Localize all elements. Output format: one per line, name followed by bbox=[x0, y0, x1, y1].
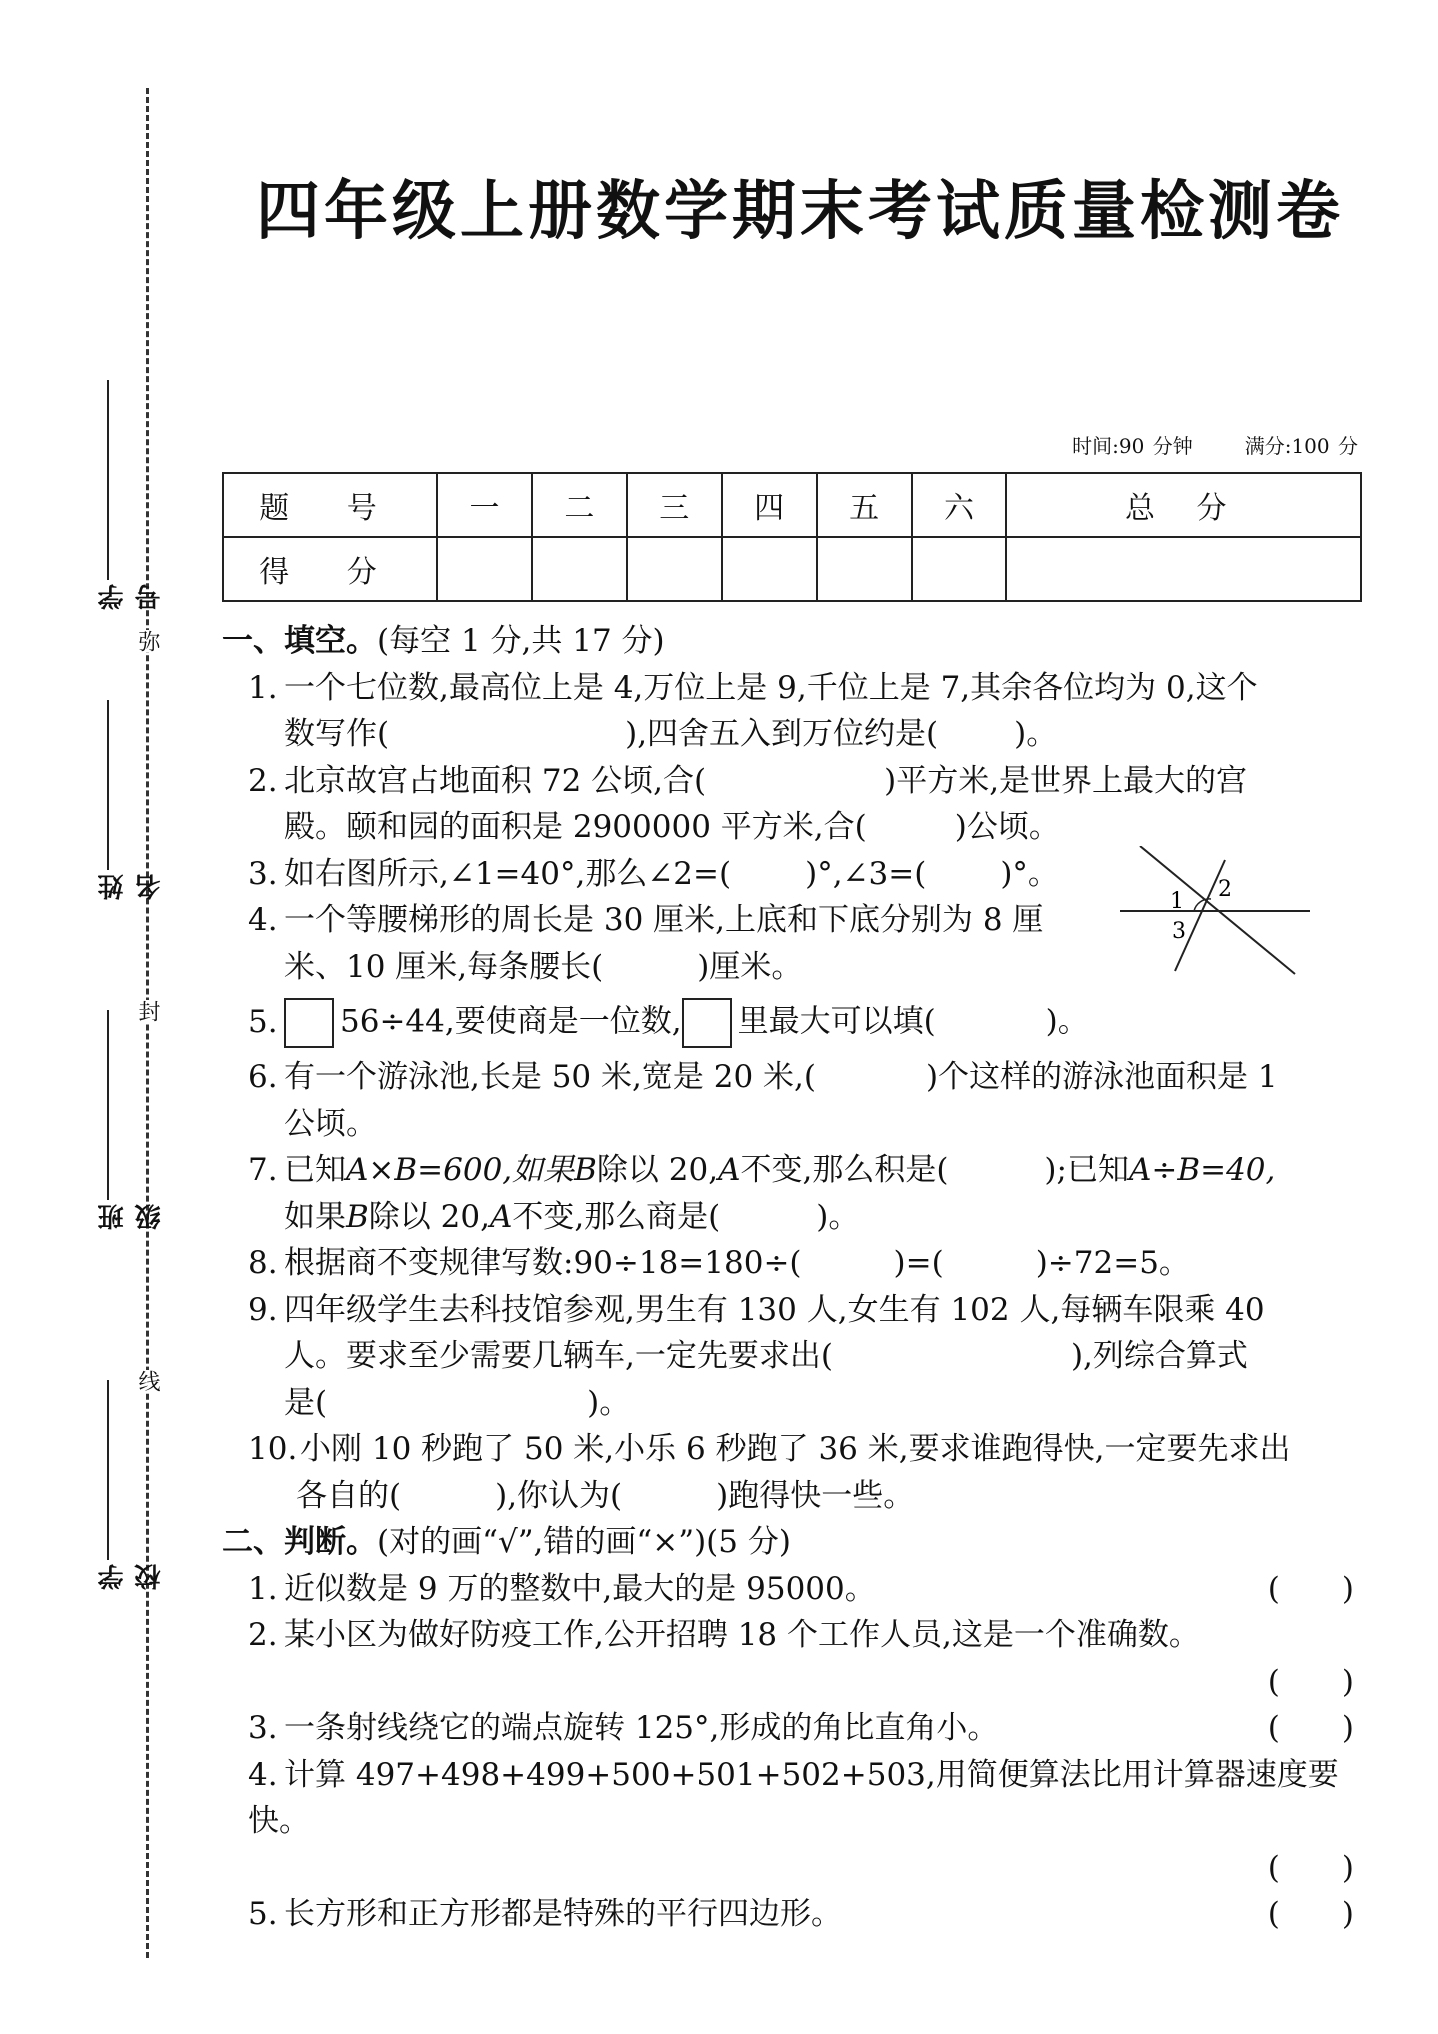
binding-word-xian: 线 bbox=[132, 1370, 162, 1392]
score-row-label: 得 分 bbox=[223, 537, 437, 601]
score-header-cell: 三 bbox=[627, 473, 722, 537]
angle-label-1: 1 bbox=[1170, 889, 1184, 914]
time-limit: 时间:90 分钟 bbox=[1072, 434, 1193, 458]
judge-answer-paren[interactable]: ( ) bbox=[1267, 1663, 1354, 1700]
question-10: 10.小刚 10 秒跑了 50 米,小乐 6 秒跑了 36 米,要求谁跑得快,一定要先求出 bbox=[248, 1431, 1291, 1467]
class-label: 班级 bbox=[98, 1200, 165, 1230]
judge-question-2: 2. 某小区为做好防疫工作,公开招聘 18 个工作人员,这是一个准确数。 bbox=[248, 1617, 1200, 1653]
section-note: (每空 1 分,共 17 分) bbox=[377, 623, 665, 659]
score-header-cell: 五 bbox=[817, 473, 912, 537]
question-7-cont: 如果B除以 20,A不变,那么商是( )。 bbox=[284, 1198, 860, 1235]
digit-box[interactable] bbox=[284, 998, 334, 1048]
judge-question-3: 3. 一条射线绕它的端点旋转 125°,形成的角比直角小。 ( ) bbox=[222, 1705, 1362, 1752]
full-score: 满分:100 分 bbox=[1244, 434, 1358, 458]
question-6-cont: 公顷。 bbox=[284, 1105, 377, 1142]
question-3: 3. 如右图所示,∠1=40°,那么∠2=( )°,∠3=( )°。 bbox=[248, 855, 1059, 892]
question-1: 1. 一个七位数,最高位上是 4,万位上是 9,千位上是 7,其余各位均为 0,这个 bbox=[248, 669, 1258, 706]
student-number-label: 学号 bbox=[98, 580, 165, 610]
question-10-cont: 各自的( ),你认为( )跑得快一些。 bbox=[296, 1477, 915, 1514]
school-label: 学校 bbox=[98, 1560, 165, 1590]
page-title: 四年级上册数学期末考试质量检测卷 bbox=[256, 175, 1344, 249]
section-fill-blank-heading: 一、填空。(每空 1 分,共 17 分) bbox=[222, 623, 665, 659]
section-judge-heading: 二、判断。(对的画“√”,错的画“×”)(5 分) bbox=[222, 1524, 791, 1560]
score-header-cell: 四 bbox=[722, 473, 817, 537]
binding-word-mi: 弥 bbox=[132, 630, 162, 652]
score-cell[interactable] bbox=[1006, 537, 1361, 601]
score-cell[interactable] bbox=[532, 537, 627, 601]
question-4: 4. 一个等腰梯形的周长是 30 厘米,上底和下底分别为 8 厘 bbox=[248, 902, 1044, 938]
angle-label-2: 2 bbox=[1218, 877, 1232, 902]
section-note: (对的画“√”,错的画“×”)(5 分) bbox=[377, 1524, 791, 1560]
judge-question-1: 1. 近似数是 9 万的整数中,最大的是 95000。 ( ) bbox=[222, 1566, 1362, 1613]
score-value-row bbox=[223, 537, 1361, 601]
question-4-cont: 米、10 厘米,每条腰长( )厘米。 bbox=[284, 948, 803, 985]
question-6: 6. 有一个游泳池,长是 50 米,宽是 20 米,( )个这样的游泳池面积是 1 bbox=[248, 1059, 1278, 1095]
score-table bbox=[222, 472, 1362, 602]
judge-answer-paren[interactable]: ( ) bbox=[1267, 1896, 1354, 1932]
exam-content bbox=[222, 618, 1362, 1938]
score-cell[interactable] bbox=[912, 537, 1007, 601]
score-cell[interactable] bbox=[437, 537, 532, 601]
score-header-row bbox=[223, 473, 1361, 537]
judge-answer-paren[interactable]: ( ) bbox=[1267, 1570, 1354, 1607]
student-name-label: 姓名 bbox=[98, 870, 165, 900]
judge-question-5: 5. 长方形和正方形都是特殊的平行四边形。 ( ) bbox=[222, 1891, 1362, 1938]
score-header-cell: 六 bbox=[912, 473, 1007, 537]
score-cell[interactable] bbox=[817, 537, 912, 601]
angle-label-3: 3 bbox=[1172, 919, 1186, 944]
exam-meta bbox=[1072, 430, 1358, 459]
score-header-cell: 一 bbox=[437, 473, 532, 537]
digit-box[interactable] bbox=[682, 998, 732, 1048]
question-7: 7. 已知A×B=600,如果B除以 20,A不变,那么积是( );已知A÷B=40, bbox=[248, 1152, 1276, 1188]
question-2-cont: 殿。颐和园的面积是 2900000 平方米,合( )公顷。 bbox=[284, 809, 1060, 845]
score-cell[interactable] bbox=[627, 537, 722, 601]
binding-dashed-line bbox=[146, 88, 149, 1958]
question-5: 5. 56÷44,要使商是一位数, 里最大可以填( )。 bbox=[222, 998, 1362, 1048]
score-header-cell: 二 bbox=[532, 473, 627, 537]
score-cell[interactable] bbox=[722, 537, 817, 601]
question-9-cont: 人。要求至少需要几辆车,一定先要求出( ),列综合算式 bbox=[284, 1338, 1248, 1374]
question-2: 2. 北京故宫占地面积 72 公顷,合( )平方米,是世界上最大的宫 bbox=[248, 762, 1248, 799]
question-9: 9. 四年级学生去科技馆参观,男生有 130 人,女生有 102 人,每辆车限乘 40 bbox=[248, 1291, 1265, 1328]
score-header-label: 题 号 bbox=[223, 473, 437, 537]
score-header-total: 总 分 bbox=[1006, 473, 1361, 537]
judge-answer-paren[interactable]: ( ) bbox=[1267, 1849, 1354, 1886]
question-9-cont2: 是( )。 bbox=[284, 1384, 631, 1421]
binding-word-feng: 封 bbox=[132, 1000, 162, 1022]
judge-question-4: 4. 计算 497+498+499+500+501+502+503,用简便算法比用计算器速度要快。 bbox=[248, 1756, 1339, 1839]
question-1-cont: 数写作( ),四舍五入到万位约是( )。 bbox=[284, 716, 1058, 752]
question-8: 8. 根据商不变规律写数:90÷18=180÷( )=( )÷72=5。 bbox=[248, 1245, 1190, 1281]
judge-answer-paren[interactable]: ( ) bbox=[1267, 1710, 1354, 1746]
